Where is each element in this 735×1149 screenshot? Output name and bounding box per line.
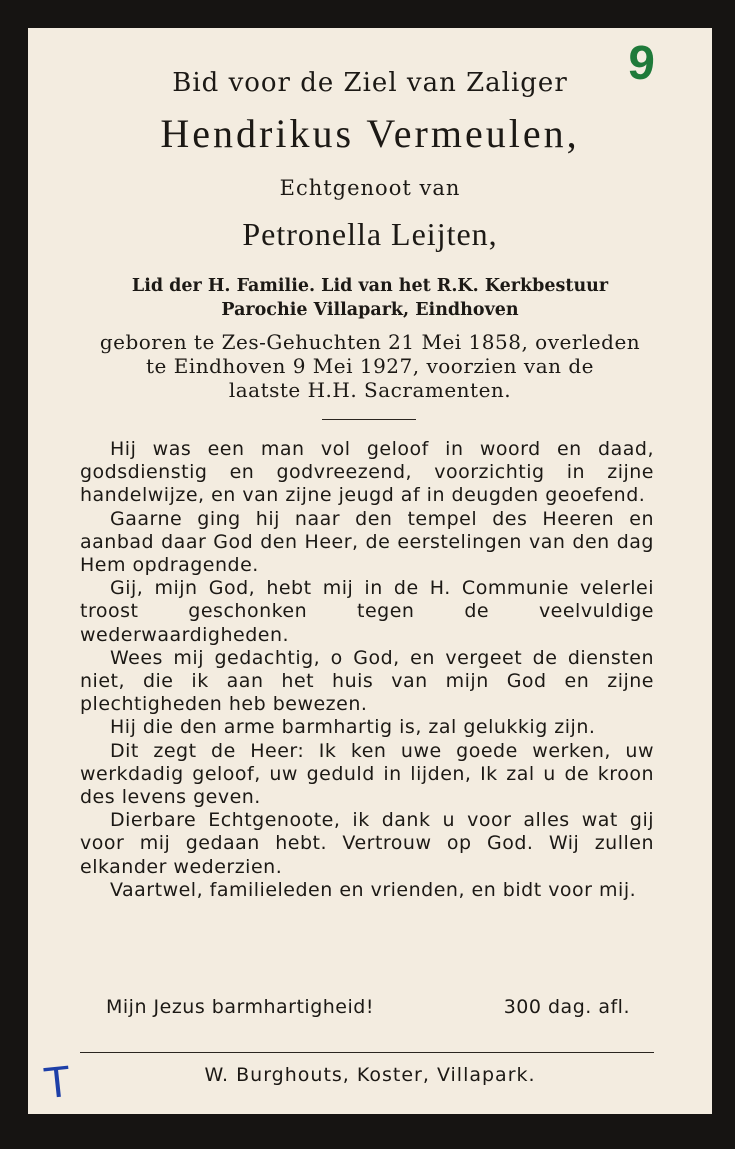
printer-credit: W. Burghouts, Koster, Villapark.: [204, 1064, 536, 1086]
membership-line-2: Parochie Villapark, Eindhoven: [221, 300, 519, 320]
deceased-name: Hendrikus Vermeulen,: [160, 111, 580, 156]
spouse-label: Echtgenoot van: [279, 176, 461, 200]
closing-prayer: Mijn Jezus barmhartigheid!: [106, 996, 374, 1018]
membership-line-1: Lid der H. Familie. Lid van het R.K. Kerkbestuur: [131, 276, 609, 296]
divider: [322, 419, 416, 420]
dates-line-1: geboren te Zes-Gehuchten 21 Mei 1858, overleden: [99, 330, 641, 354]
paragraph: Dit zegt de Heer: Ik ken uwe goede werken, uw werkdadig geloof, uw geduld in lijden, Ik zal u de kroon des levens geven.: [80, 739, 654, 809]
footer-divider: [80, 1052, 654, 1053]
indulgence-note: 300 dag. afl.: [503, 996, 630, 1018]
paragraph: Hij was een man vol geloof in woord en daad, godsdienstig en godvreezend, voorzichtig in zijne handelwijze, en van zijne jeugd af in deugden geoefend.: [80, 438, 654, 507]
paragraph: Wees mij gedachtig, o God, en vergeet de diensten niet, die ik aan het huis van mijn God en zijne plechtigheden heb bewezen.: [80, 646, 654, 716]
handwritten-number-mark: 9: [626, 36, 657, 91]
paragraph: Dierbare Echtgenoote, ik dank u voor alles wat gij voor mij gedaan hebt. Vertrouw op God. Wij zullen elkander wederzien.: [80, 809, 654, 878]
spouse-name: Petronella Leijten,: [242, 216, 498, 252]
memorial-text: [80, 438, 654, 902]
dates-line-2: te Eindhoven 9 Mei 1927, voorzien van de: [145, 354, 595, 378]
memorial-card: [28, 28, 712, 1114]
handwritten-letter-mark: T: [41, 1056, 74, 1109]
paragraph: Vaartwel, familieleden en vrienden, en bidt voor mij.: [110, 878, 637, 901]
paragraph: Gij, mijn God, hebt mij in de H. Communie velerlei troost geschonken tegen de veelvuldige wederwaardigheden.: [80, 577, 654, 646]
paragraph: Gaarne ging hij naar den tempel des Heeren en aanbad daar God den Heer, de eerstelingen van den dag Hem opdragende.: [80, 507, 654, 577]
prayer-heading: Bid voor de Ziel van Zaliger: [172, 68, 568, 98]
paragraph: Hij die den arme barmhartig is, zal gelukkig zijn.: [110, 716, 596, 739]
dates-line-3: laatste H.H. Sacramenten.: [228, 378, 512, 402]
